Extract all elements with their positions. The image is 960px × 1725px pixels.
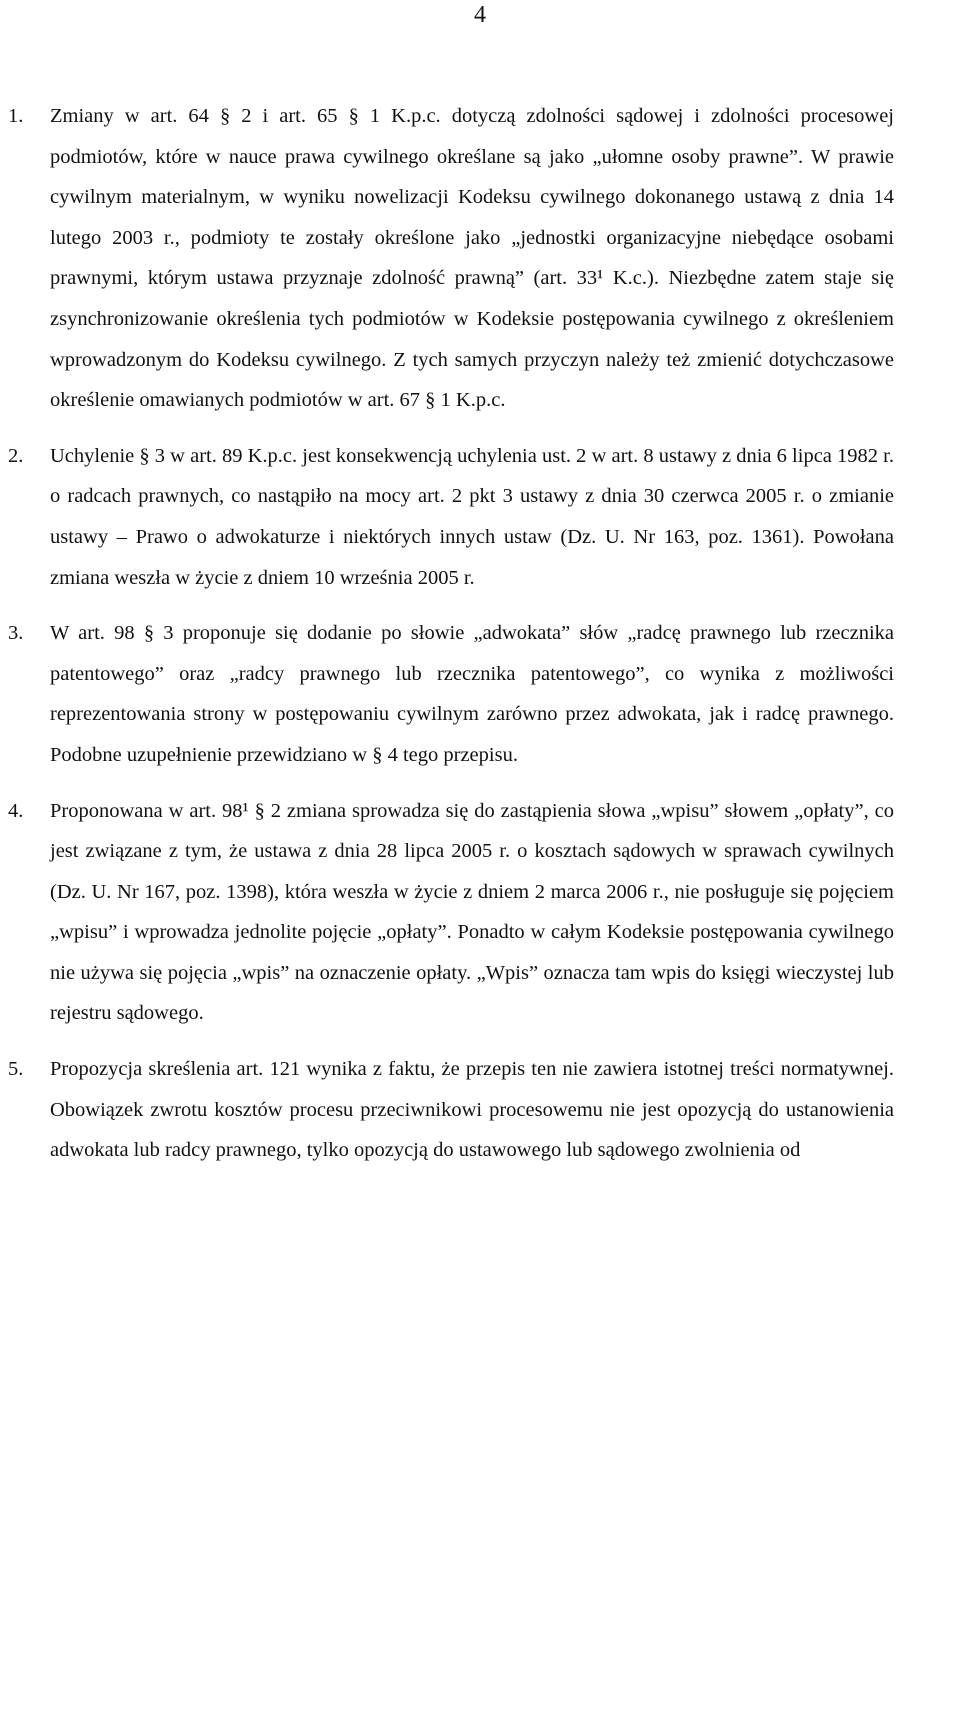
item-number: 4. [8,799,24,822]
item-paragraph: Zmiany w art. 64 § 2 i art. 65 § 1 K.p.c. dotyczą zdolności sądowej i zdolności procesowej podmiotów, które w nauce prawa cywilnego określane są jako „ułomne osoby prawne”. W prawie cywilnym materialnym, w wyniku nowelizacji Kodeksu cywilnego dokonanego ustawą z dnia 14 lutego 2003 r., podmioty te zostały określone jako „jednostki organizacyjne niebędące osobami prawnymi, którym ustawa przyznaje zdolność prawną” (art. 33¹ K.c.). Niezbędne zatem staje się zsynchronizowanie określenia tych podmiotów w Kodeksie postępowania cywilnego z określeniem wprowadzonym do Kodeksu cywilnego. Z tych samych przyczyn należy też zmienić dotychczasowe określenie omawianych podmiotów w art. 67 § 1 K.p.c. [50,105,894,412]
list-item [0,1049,960,1171]
item-number: 2. [8,444,24,467]
item-number: 3. [8,622,24,645]
page-number: 4 [474,2,486,28]
item-paragraph: Uchylenie § 3 w art. 89 K.p.c. jest konsekwencją uchylenia ust. 2 w art. 8 ustawy z dnia 6 lipca 1982 r. o radcach prawnych, co nastąpiło na mocy art. 2 pkt 3 ustawy z dnia 30 czerwca 2005 r. o zmianie ustawy – Prawo o adwokaturze i niektórych innych ustaw (Dz. U. Nr 163, poz. 1361). Powołana zmiana weszła w życie z dniem 10 września 2005 r. [50,444,894,589]
list-item [0,436,960,598]
item-number: 1. [8,105,24,127]
list-item [0,613,960,775]
list-item [0,96,960,421]
item-number: 5. [8,1058,24,1081]
numbered-list [0,96,960,1186]
item-paragraph: Propozycja skreślenia art. 121 wynika z faktu, że przepis ten nie zawiera istotnej treści normatywnej. Obowiązek zwrotu kosztów procesu przeciwnikowi procesowemu nie jest opozycją do ustanowienia adwokata lub radcy prawnego, tylko opozycją do ustawowego lub sądowego zwolnienia od [50,1058,894,1162]
list-item [0,791,960,1035]
item-paragraph: W art. 98 § 3 proponuje się dodanie po słowie „adwokata” słów „radcę prawnego lub rzecznika patentowego” oraz „radcy prawnego lub rzecznika patentowego”, co wynika z możliwości reprezentowania strony w postępowaniu cywilnym zarówno przez adwokata, jak i radcę prawnego. Podobne uzupełnienie przewidziano w § 4 tego przepisu. [50,622,894,766]
item-paragraph: Proponowana w art. 98¹ § 2 zmiana sprowadza się do zastąpienia słowa „wpisu” słowem „opłaty”, co jest związane z tym, że ustawa z dnia 28 lipca 2005 r. o kosztach sądowych w sprawach cywilnych (Dz. U. Nr 167, poz. 1398), która weszła w życie z dniem 2 marca 2006 r., nie posługuje się pojęciem „wpisu” i wprowadza jednolite pojęcie „opłaty”. Ponadto w całym Kodeksie postępowania cywilnego nie używa się pojęcia „wpis” na oznaczenie opłaty. „Wpis” oznacza tam wpis do księgi wieczystej lub rejestru sądowego. [50,799,894,1025]
